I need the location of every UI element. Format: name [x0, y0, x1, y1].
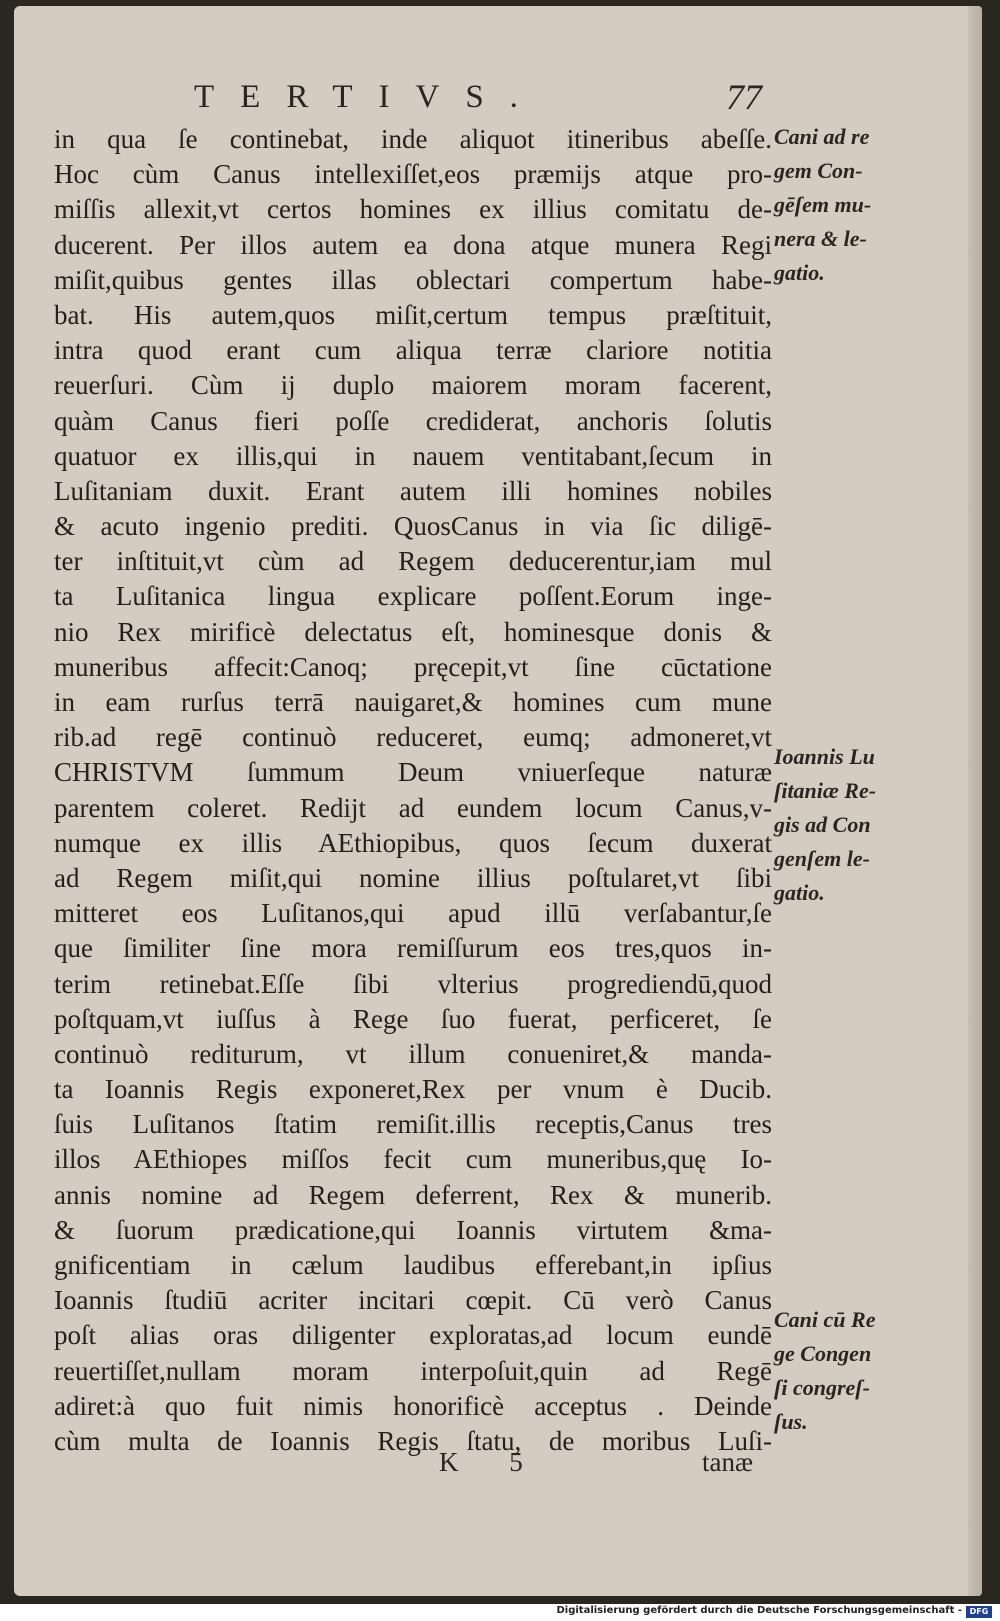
signature-mark: K 5: [439, 1447, 545, 1477]
dfg-logo: DFG: [966, 1606, 992, 1618]
body-text: [54, 122, 772, 1459]
marginal-note-1: [774, 120, 904, 290]
marginal-line: nera & le-: [774, 226, 867, 251]
page-number: 77: [726, 77, 762, 117]
text-line: gnificentiam in cælum laudibus efferebant,in ipſius: [54, 1250, 772, 1280]
text-line: nio Rex mirificè delectatus eſt, hominesque donis &: [54, 616, 772, 647]
marginal-line: Cani ad re: [774, 124, 870, 149]
text-line: & acuto ingenio prediti. QuosCanus in via ſic diligē-: [54, 511, 772, 542]
text-line: ſuis Luſitanos ſtatim remiſit.illis receptis,Canus tres: [54, 1109, 772, 1140]
text-line: rib.ad regē continuò reduceret, eumq; admoneret,vt: [54, 722, 772, 753]
book-page: [14, 6, 982, 1596]
text-line: CHRISTVM ſummum Deum vniuerſeque naturæ: [54, 757, 772, 788]
marginal-line: gem Con-: [774, 158, 863, 183]
text-line: que ſimiliter ſine mora remiſſurum eos tres,quos in-: [54, 933, 772, 964]
text-line: miſſis allexit,vt certos homines ex illius comitatu de-: [54, 194, 772, 225]
text-line: muneribus affecit:Canoq; pręcepit,vt ſine cūctatione: [54, 651, 772, 682]
text-line: Ioannis ſtudiū acriter incitari cœpit. Cū verò Canus: [54, 1285, 772, 1316]
text-line: illos AEthiopes miſſos fecit cum muneribus,quę Io-: [54, 1144, 772, 1175]
marginal-line: gēſem mu-: [774, 192, 872, 217]
text-line: numque ex illis AEthiopibus, quos ſecum duxerat: [54, 827, 772, 858]
text-line: ta Ioannis Regis exponeret,Rex per vnum è Ducib.: [54, 1074, 772, 1105]
text-line: in eam rurſus terrā nauigaret,& homines cum mune: [54, 687, 772, 717]
marginal-note-2: [774, 740, 904, 910]
text-line: intra quod erant cum aliqua terræ clariore notitia: [54, 335, 772, 366]
text-line: in qua ſe continebat, inde aliquot itineribus abeſſe.: [54, 124, 772, 154]
text-line: miſit,quibus gentes illas oblectari compertum habe-: [54, 264, 772, 295]
footer-credit: Digitalisierung gefördert durch die Deutsche Forschungsgemeinschaft -: [556, 1605, 962, 1616]
marginal-note-3: [774, 1303, 904, 1439]
text-line: ducerent. Per illos autem ea dona atque munera Regi: [54, 229, 772, 260]
text-line: poſt alias oras diligenter exploratas,ad locum eundē: [54, 1320, 772, 1351]
marginal-line: ſi congreſ-: [774, 1375, 870, 1400]
text-line: Hoc cùm Canus intellexiſſet,eos præmijs atque pro-: [54, 159, 772, 190]
text-line: quàm Canus fieri poſſe crediderat, anchoris ſolutis: [54, 405, 772, 436]
marginal-line: genſem le-: [774, 846, 870, 871]
text-line: Luſitaniam duxit. Erant autem illi homines nobiles: [54, 475, 772, 506]
text-line: adiret:à quo fuit nimis honorificè acceptus . Deinde: [54, 1390, 772, 1421]
text-line: reuertiſſet,nullam moram interpoſuit,quin ad Regē: [54, 1355, 772, 1386]
text-line: cùm multa de Ioannis Regis ſtatu, de moribus Luſi-: [54, 1425, 772, 1456]
marginal-line: ſus.: [774, 1409, 808, 1434]
text-line: poſtquam,vt iuſſus à Rege ſuo fuerat, perficeret, ſe: [54, 1003, 772, 1034]
catchword: tanæ: [702, 1447, 753, 1477]
text-line: terim retinebat.Eſſe ſibi vlterius progrediendū,quod: [54, 968, 772, 999]
marginal-line: gatio.: [774, 260, 825, 285]
marginal-line: Ioannis Lu: [774, 744, 875, 769]
text-line: parentem coleret. Redijt ad eundem locum Canus,v-: [54, 792, 772, 823]
marginal-line: gatio.: [774, 880, 825, 905]
marginal-line: ge Congen: [774, 1341, 872, 1366]
page-edge: [968, 6, 982, 1596]
text-line: annis nomine ad Regem deferrent, Rex & munerib.: [54, 1179, 772, 1210]
text-line: reuerſuri. Cùm ij duplo maiorem moram facerent,: [54, 370, 772, 401]
running-head: TERTIVS.: [194, 79, 544, 115]
text-line: quatuor ex illis,qui in nauem ventitabant,ſecum in: [54, 440, 772, 471]
text-line: mitteret eos Luſitanos,qui apud illū verſabantur,ſe: [54, 898, 772, 929]
marginal-line: ſitaniæ Re-: [774, 778, 877, 803]
text-line: bat. His autem,quos miſit,certum tempus præſtituit,: [54, 299, 772, 330]
marginal-line: gis ad Con: [774, 812, 871, 837]
text-line: continuò rediturum, vt illum conueniret,& manda-: [54, 1038, 772, 1069]
text-line: ad Regem miſit,qui nomine illius poſtularet,vt ſibi: [54, 862, 772, 893]
marginal-line: Cani cū Re: [774, 1307, 876, 1332]
text-line: ter inſtituit,vt cùm ad Regem deducerentur,iam mul: [54, 546, 772, 577]
text-line: & ſuorum prædicatione,qui Ioannis virtutem &ma-: [54, 1214, 772, 1245]
digitization-footer: [0, 1604, 1000, 1621]
text-line: ta Luſitanica lingua explicare poſſent.Eorum inge-: [54, 581, 772, 612]
